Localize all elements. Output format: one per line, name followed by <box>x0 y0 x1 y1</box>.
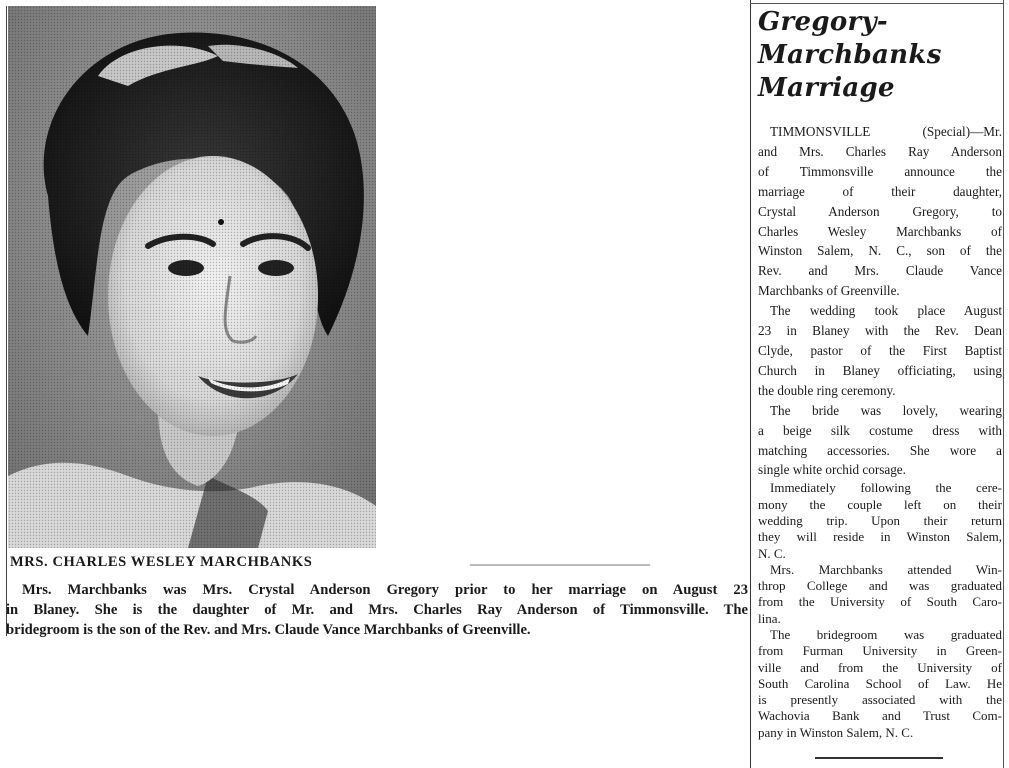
article-line: marriage of their daughter, <box>758 183 1002 199</box>
article-line: a beige silk costume dress with <box>758 422 1002 438</box>
article-paragraph <box>758 562 1002 627</box>
article-line: Crystal Anderson Gregory, to <box>758 203 1002 219</box>
article-line: Marchbanks of Greenville. <box>758 283 900 299</box>
article-line: Winston Salem, N. C., son of the <box>758 243 1002 259</box>
article-paragraph <box>758 122 1002 301</box>
article-end-rule <box>815 757 943 759</box>
article-paragraph <box>758 627 1002 741</box>
article-headline <box>758 6 998 105</box>
article-line: single white orchid corsage. <box>758 462 906 478</box>
article-paragraph <box>758 480 1002 561</box>
article-line: from the University of South Caro- <box>758 594 1002 610</box>
article-line: The bride was lovely, wearing <box>770 402 1002 418</box>
article-line: Charles Wesley Marchbanks of <box>758 223 1002 239</box>
article-line: ville and from the University of <box>758 659 1002 675</box>
article-line: Clyde, pastor of the First Baptist <box>758 342 1002 358</box>
article-line: The bridegroom was graduated <box>770 626 1002 642</box>
article-line: mony the couple left on their <box>758 496 1002 512</box>
right-column-rule <box>1003 0 1004 768</box>
caption-line: in Blaney. She is the daughter of Mr. and Mrs. Charles Ray Anderson of Timmonsville. The <box>6 602 748 618</box>
top-column-rule <box>750 3 1004 4</box>
article-line: The wedding took place August <box>770 303 1002 319</box>
article-paragraph <box>758 401 1002 481</box>
caption-line: bridegroom is the son of the Rev. and Mrs. Claude Vance Marchbanks of Greenville. <box>6 622 531 638</box>
headline-line: Gregory- <box>758 7 888 37</box>
article-line: the double ring ceremony. <box>758 382 896 398</box>
caption-separator <box>470 564 650 566</box>
article-line: N. C. <box>758 545 786 561</box>
article-line: Wachovia Bank and Trust Com- <box>758 708 1002 724</box>
article-line: they will reside in Winston Salem, <box>758 529 1002 545</box>
article-line: throp College and was graduated <box>758 578 1002 594</box>
article-line: South Carolina School of Law. He <box>758 675 1002 691</box>
article-line: Rev. and Mrs. Claude Vance <box>758 263 1002 279</box>
portrait-photo <box>8 6 376 548</box>
article-body <box>758 122 1002 741</box>
article-line: from Furman University in Green- <box>758 643 1002 659</box>
article-line: Church in Blaney officiating, using <box>758 362 1002 378</box>
article-line: matching accessories. She wore a <box>758 442 1002 458</box>
article-line: and Mrs. Charles Ray Anderson <box>758 143 1002 159</box>
article-line: 23 in Blaney with the Rev. Dean <box>758 323 1002 339</box>
column-divider-rule <box>750 0 751 768</box>
headline-line: Marriage <box>758 73 895 103</box>
article-line: wedding trip. Upon their return <box>758 512 1002 528</box>
article-line: Immediately following the cere- <box>770 480 1002 496</box>
article-line: TIMMONSVILLE (Special)—Mr. <box>770 124 1002 139</box>
article-line: pany in Winston Salem, N. C. <box>758 724 914 740</box>
article-paragraph <box>758 301 1002 401</box>
article-line: lina. <box>758 610 781 626</box>
article-line: Mrs. Marchbanks attended Win- <box>770 561 1002 577</box>
article-line: is presently associated with the <box>758 692 1002 708</box>
article-line: of Timmonsville announce the <box>758 163 1002 179</box>
caption-line: Mrs. Marchbanks was Mrs. Crystal Anderson Gregory prior to her marriage on August 23 <box>22 582 748 598</box>
left-column-rule <box>6 6 7 636</box>
photo-caption-name: MRS. CHARLES WESLEY MARCHBANKS <box>10 554 313 570</box>
headline-line: Marchbanks <box>758 40 942 70</box>
portrait-image <box>8 6 376 548</box>
photo-caption-text <box>6 580 748 640</box>
